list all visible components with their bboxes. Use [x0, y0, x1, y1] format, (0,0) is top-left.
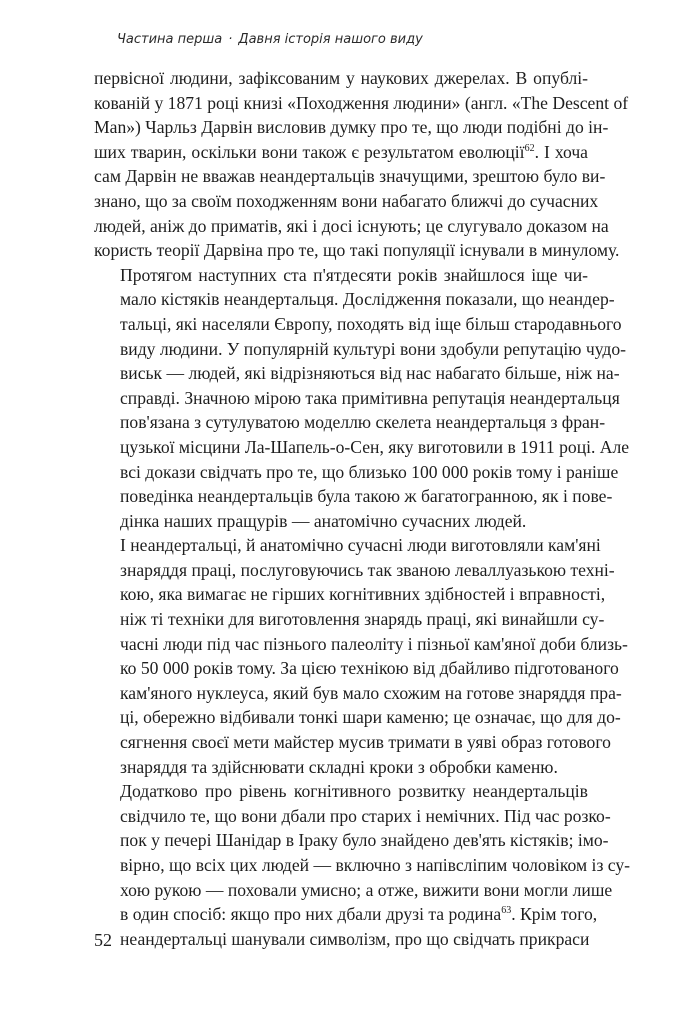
- text-line: дінка наших пращурів — анатомічно сучасних людей.: [120, 510, 527, 531]
- text-line: кою, яка вимагає не гірших когнітивних здібностей і вправності,: [120, 584, 606, 605]
- text-line: виду людини. У популярній культурі вони здобули репутацію чудо-: [120, 338, 626, 359]
- paragraph: [94, 66, 629, 263]
- footnote-ref: 62: [524, 142, 535, 154]
- text-line: [94, 140, 588, 165]
- text-line: пов'язана з сутулуватою моделлю скелета неандертальця з фран-: [120, 412, 606, 433]
- text-line: цузької місцини Ла-Шапель-о-Сен, яку виготовили в 1911 році. Але: [120, 436, 630, 457]
- text-line: знаряддя праці, послуговуючись так званою леваллуазькою техні-: [120, 559, 615, 580]
- text-line: первісної людини, зафіксованим у наукових джерелах. В опублі-: [94, 68, 588, 88]
- body-text: [94, 66, 631, 951]
- text-line: неандертальці шанували символізм, про що свідчать прикраси: [120, 928, 590, 949]
- text-line: сам Дарвін не вважав неандертальців значущими, зрештою було ви-: [94, 166, 606, 187]
- text-line: всі докази свідчать про те, що близько 100 000 років тому і раніше: [120, 461, 619, 482]
- running-head-part: Частина перша: [117, 32, 223, 47]
- text-line: хою рукою — поховали умисно; а отже, вижити вони могли лише: [120, 879, 613, 900]
- footnote-ref: 63: [501, 905, 512, 917]
- paragraph: [94, 779, 631, 951]
- text-line: часні люди під час пізнього палеоліту і пізньої кам'яної доби близь-: [120, 633, 628, 654]
- running-head: [117, 32, 587, 47]
- text-line: Додатково про рівень когнітивного розвитку неандертальців: [120, 781, 588, 802]
- line-text-after: . І хоча: [534, 141, 588, 162]
- text-line: мало кістяків неандертальця. Дослідження показали, що неандер-: [120, 289, 615, 310]
- text-line: знаряддя та здійснювати складні кроки з обробки каменю.: [120, 756, 558, 777]
- text-line: кованій у 1871 році книзі «Походження людини» (англ. «The Descent of: [94, 92, 629, 113]
- text-line: свідчило те, що вони дбали про старих і немічних. Під час розко-: [120, 805, 611, 826]
- running-head-chapter: Давня історія нашого виду: [238, 32, 423, 47]
- text-line: знано, що за своїм походженням вони набагато ближчі до сучасних: [94, 190, 599, 211]
- line-text-after: . Крім того,: [511, 904, 598, 925]
- text-line: користь теорії Дарвіна про те, що такі популяції існували в минулому.: [94, 240, 620, 261]
- running-head-separator: ·: [228, 32, 233, 47]
- paragraph: [94, 533, 628, 779]
- text-line: ко 50 000 років тому. За цією технікою від дбайливо підготованого: [120, 658, 619, 679]
- text-line: І неандертальці, й анатомічно сучасні люди виготовляли кам'яні: [120, 535, 601, 556]
- text-line: вірно, що всіх цих людей — включно з напівсліпим чоловіком із су-: [120, 855, 631, 875]
- text-line: ці, обережно відбивали тонкі шари каменю; це означає, що для до-: [120, 707, 621, 728]
- page-number: 52: [94, 930, 112, 950]
- text-line: Протягом наступних ста п'ятдесяти років знайшлося іще чи-: [120, 264, 588, 285]
- line-text: ших тварин, оскільки вони також є результатом еволюції: [94, 141, 525, 162]
- line-text: в один спосіб: якщо про них дбали друзі та родина: [120, 904, 502, 925]
- text-line: пок у печері Шанідар в Іраку було знайдено дев'ять кістяків; імо-: [120, 830, 609, 851]
- text-line: ніж ті техніки для виготовлення знарядь праці, які винайшли су-: [120, 609, 605, 630]
- text-line: [94, 902, 598, 927]
- text-line: виськ — людей, які відрізняються від нас набагато більше, ніж на-: [120, 363, 620, 384]
- text-line: Man») Чарльз Дарвін висловив думку про те, що люди подібні до ін-: [94, 117, 609, 138]
- text-line: поведінка неандертальців була такою ж багатогранною, як і пове-: [120, 486, 613, 507]
- text-line: людей, аніж до приматів, які і досі існують; це слугувало доказом на: [94, 215, 609, 236]
- text-line: кам'яного нуклеуса, який був мало схожим на готове знаряддя пра-: [120, 682, 622, 703]
- paragraph: [94, 263, 630, 534]
- text-line: сягнення своєї мети майстер мусив тримати в уяві образ готового: [120, 732, 611, 753]
- text-line: тальці, які населяли Європу, походять від іще більш стародавнього: [120, 313, 622, 334]
- text-line: справді. Значною мірою така примітивна репутація неандертальця: [120, 387, 620, 408]
